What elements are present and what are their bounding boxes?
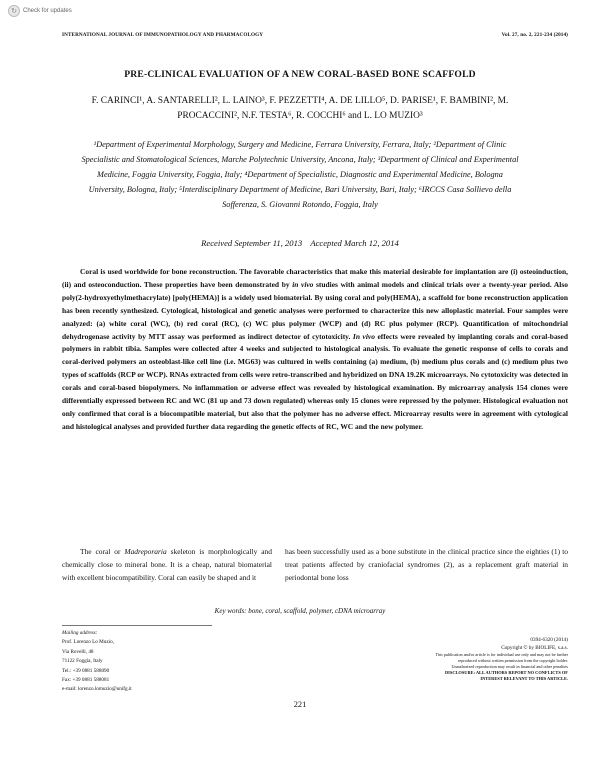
volume-info: Vol. 27, no. 2, 221-234 (2014) [501,32,568,38]
mailing-line: 71122 Foggia, Italy [62,658,103,665]
check-updates-label: Check for updates [23,8,72,14]
refresh-icon: ↻ [8,5,20,17]
article-title: PRE-CLINICAL EVALUATION OF A NEW CORAL-BASED BONE SCAFFOLD [124,69,476,80]
intro-left-a: The coral or [80,547,125,556]
issn: 0394-6320 (2014) [530,637,568,643]
abstract [62,266,568,434]
dates-line [0,238,600,248]
affiliations: ¹Department of Experimental Morphology, Surgery and Medicine, Ferrara University, Ferrara, Italy; ²Department of Clinic Specialistic and Stomatological Sciences, Marche Polytechnic University, Ancona, Italy; ³Department of Clinical and Experimental Medicine, Foggia University, Foggia, Italy; ⁴Department of Specialistic, Diagnostic and Experimental Medicine, Bologna University, Bologna, Italy; ⁵Interdisciplinary Department of Medicine, Bari University, Bari, Italy; ⁶IRCCS Casa Sollievo della Sofferenza, S. Giovanni Rotondo, Foggia, Italy [81,140,519,209]
running-head [62,32,568,38]
copyright-owner: Copyright © by BIOLIFE, s.a.s. [501,644,568,651]
mailing-line: Prof. Lorenzo Lo Muzio, [62,639,115,646]
abstract-part-3: effects were revealed by implanting corals and coral-based polymers in rabbit tibia. Samples were collected after 4 weeks and subjected to histological analysis. To evaluate the genetic response of cells to corals and coral-derived polymers an osteoblast-like cell line (i.e. MG63) was cultured in wells containing (a) medium, (b) medium plus corals and (c) medium plus two types of scaffolds (RCP or WCP). RNAs extracted from cells were retro-transcribed and hybridized on DNA 19.2K microarrays. No cytotoxicity was detected in corals and coral-based biopolymers. No inflammation or adverse effect was revealed by histological examination. By microarray analysis 154 clones were differentially expressed between RC and WC (81 up and 73 down regulated) whereas only 15 clones were repressed by the polymer. Histological evaluation not only confirmed that coral is a biocompatible material, but also that the polymer has no adverse effect. Microarray results were in agreement with cytological and histological analyses and provided further data regarding the genetic effects of RC, WC and the new polymer. [62,331,568,431]
journal-name: INTERNATIONAL JOURNAL OF IMMUNOPATHOLOGY AND PHARMACOLOGY [62,32,264,38]
mailing-label: Mailing address: [62,630,98,636]
footnote-divider [62,625,212,626]
check-updates-badge[interactable] [8,5,72,17]
copyright-line: Unauthorized reproduction may result in financial and other penalties [451,664,568,670]
received-date: Received September 11, 2013 [201,238,303,248]
mailing-line: Tel.: +39 0881 588090 [62,667,110,674]
abstract-emphasis-2: In vivo [352,331,375,341]
copyright-line: This publication and/or article is for individual use only and may not be further [435,652,568,658]
abstract-emphasis-1: in vivo [292,279,314,289]
disclosure-line: DISCLOSURE: ALL AUTHORS REPORT NO CONFLICTS OF [445,670,568,676]
copyright-line: reproduced without written permission from the copyright holder. [457,658,568,664]
disclosure-line: INTEREST RELEVANT TO THIS ARTICLE. [480,676,568,682]
intro-left-column [62,545,272,585]
abstract-part-2: studies with animal models and clinical trials over a twenty-year period. Also poly(2-hydroxyethylmethacrylate) [poly(HEMA)] is a widely used biomaterial. By using coral and poly(HEMA), a scaffold for bone reconstruction application has been recently synthesized. Cytological, histological and genetic analyses were performed to characterize this new alloplastic material. Four samples were analyzed: (a) white coral (WC), (b) red coral (RC), (c) WC plus polymer (WCP) and (d) RC plus polymer (RCP). Quantification of mitochondrial dehydrogenase activity by MTT assay was performed as indirect detector of cytotoxicity. [62,279,568,341]
author-list: F. CARINCI¹, A. SANTARELLI², L. LAINO³, F. PEZZETTI⁴, A. DE LILLO⁵, D. PARISE¹, F. BAMBINI², M. PROCACCINI², N.F. TESTA⁶, R. COCCHI⁶ and L. LO MUZIO³ [91,96,509,121]
abstract-part-1: Coral is used worldwide for bone reconstruction. The favorable characteristics that make this material desirable for implantation are (i) osteoinduction, (ii) and osteoconduction. These properties have been demonstrated by [62,267,568,289]
intro-left-b: skeleton is morphologically and chemically close to mineral bone. It is a cheap, natural biomaterial with excellent biocompatibility. Coral can easily be shaped and it [62,547,272,583]
intro-left-emphasis: Madreporaria [124,547,167,556]
mailing-email[interactable]: e-mail: lorenzo.lomuzio@unifg.it [62,686,132,693]
page-number: 221 [293,700,307,709]
mailing-line: Fax: +39 0881 588081 [62,677,110,684]
copyright-block [318,637,568,682]
keywords: Key words: bone, coral, scaffold, polymer, cDNA microarray [214,607,386,615]
mailing-address [62,629,232,695]
accepted-date: Accepted March 12, 2014 [310,238,399,248]
intro-right-column: has been successfully used as a bone substitute in the clinical practice since the eighties (1) to treat patients affected by craniofacial syndromes (2), as a replacement graft material in periodontal bone loss [285,547,568,583]
mailing-line: Via Rovelli, 48 [62,648,94,655]
